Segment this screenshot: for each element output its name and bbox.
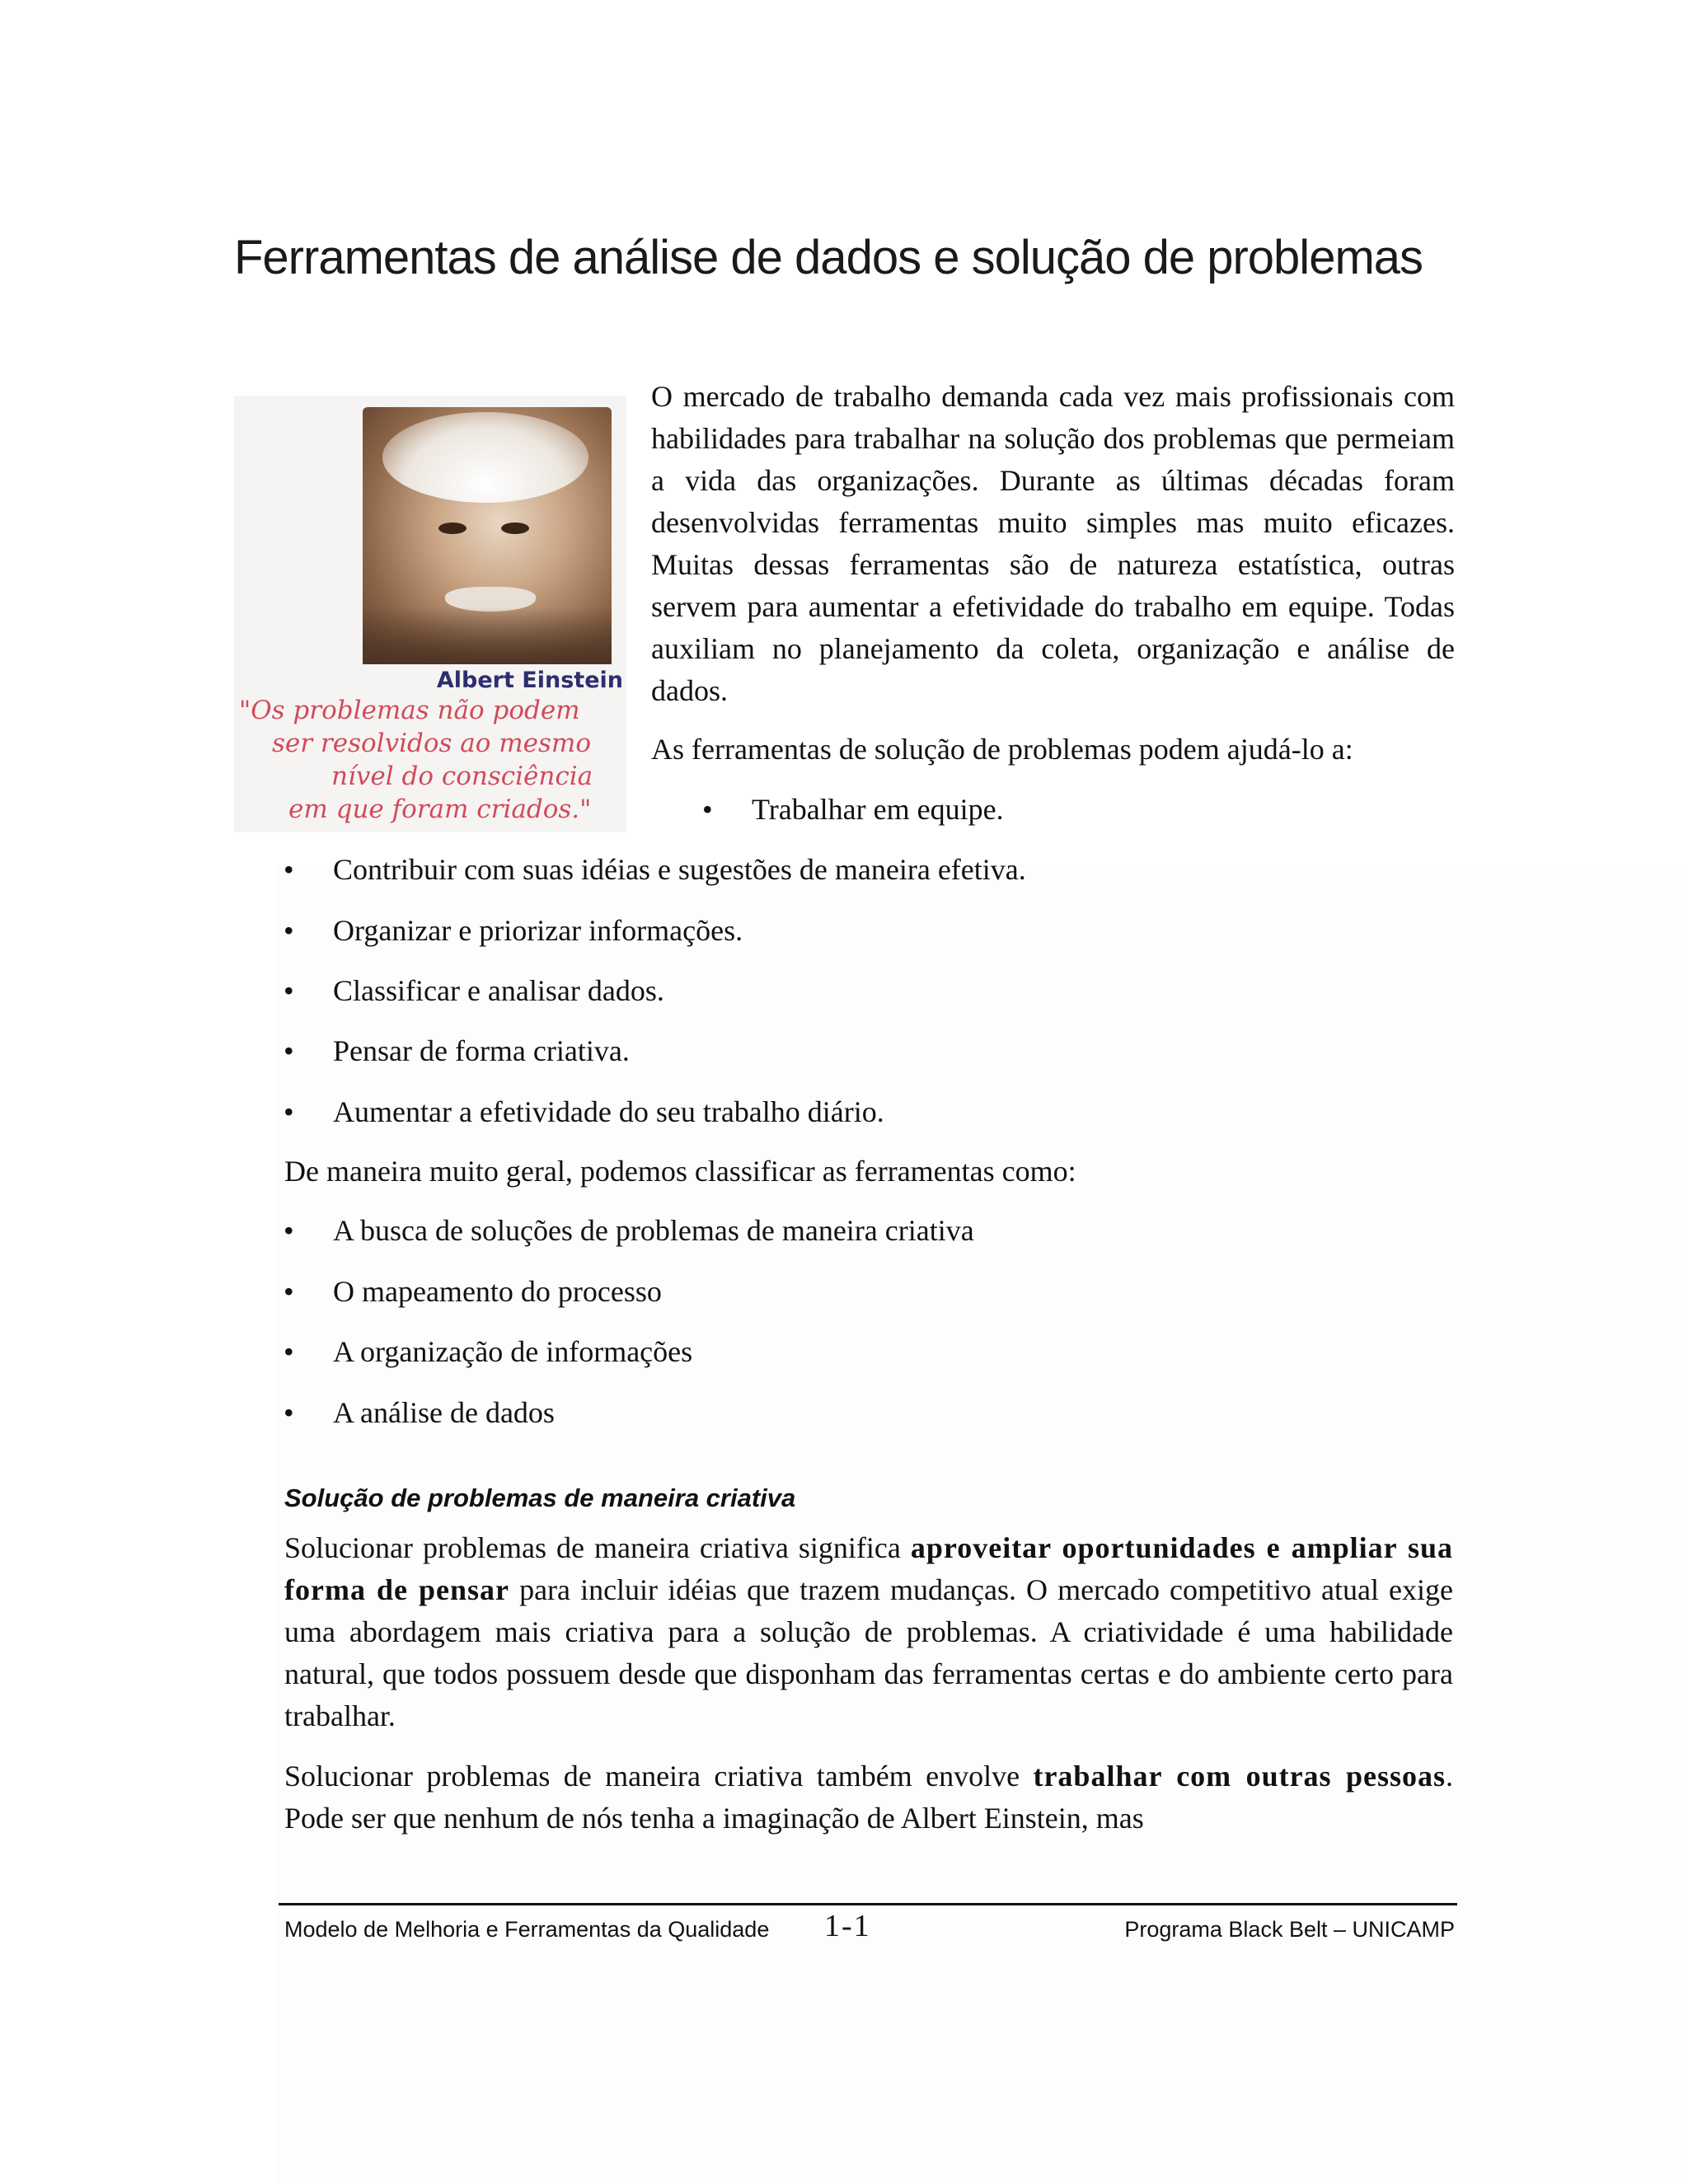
list-item-text: Aumentar a efetividade do seu trabalho diário. bbox=[333, 1095, 884, 1128]
bullet-icon: • bbox=[284, 853, 294, 886]
quote-line: em que foram criados." bbox=[288, 794, 592, 824]
classify-intro: De maneira muito geral, podemos classificar as ferramentas como: bbox=[284, 1155, 1076, 1188]
list-item-text: Classificar e analisar dados. bbox=[333, 974, 664, 1007]
bullet-icon: • bbox=[284, 974, 294, 1007]
footer-right-text: Programa Black Belt – UNICAMP bbox=[1124, 1917, 1455, 1942]
einstein-figure bbox=[234, 396, 626, 832]
page-title: Ferramentas de análise de dados e solução de problemas bbox=[234, 231, 1423, 284]
bullet-icon: • bbox=[284, 1396, 294, 1429]
bullet-icon: • bbox=[284, 1095, 294, 1128]
list-item-text: Contribuir com suas idéias e sugestões de maneira efetiva. bbox=[333, 853, 1026, 886]
paragraph-text: Solucionar problemas de maneira criativa significa bbox=[284, 1531, 911, 1564]
bullet-icon: • bbox=[284, 1214, 294, 1247]
quote-line: ser resolvidos ao mesmo bbox=[272, 729, 591, 758]
section-paragraph-1 bbox=[284, 1527, 1453, 1737]
intro-paragraph: O mercado de trabalho demanda cada vez mais profissionais com habilidades para trabalhar na solução dos problemas que permeiam a vida das organizações. Durante as últimas décadas foram desenvolvidas ferramentas muito simples mas muito eficazes. Muitas dessas ferramentas são de natureza estatística, outras servem para aumentar a efetividade do trabalho em equipe. Todas auxiliam no planejamento da coleta, organização e análise de dados. bbox=[651, 380, 1455, 707]
list-item-text: A organização de informações bbox=[333, 1335, 693, 1368]
einstein-portrait bbox=[363, 407, 612, 664]
footer-left-text: Modelo de Melhoria e Ferramentas da Qualidade bbox=[284, 1917, 770, 1942]
page-number: 1-1 bbox=[824, 1909, 871, 1943]
list-item-text: Pensar de forma criativa. bbox=[333, 1034, 630, 1067]
paragraph-text: . Pode ser que nenhum de nós tenha a imaginação de Albert Einstein, mas bbox=[284, 1760, 1453, 1835]
bullet-icon: • bbox=[284, 1335, 294, 1368]
paragraph-bold-text: aproveitar oportunidades e ampliar sua forma de pensar bbox=[284, 1531, 1454, 1606]
figure-caption-name: Albert Einstein bbox=[436, 668, 623, 693]
list-item-text: A análise de dados bbox=[333, 1396, 555, 1429]
list-item-text: Trabalhar em equipe. bbox=[752, 793, 1004, 826]
bullet-icon: • bbox=[284, 1034, 294, 1067]
list-item-text: A busca de soluções de problemas de maneira criativa bbox=[333, 1214, 974, 1247]
figure-quote bbox=[239, 694, 626, 826]
bullet-icon: • bbox=[702, 793, 713, 826]
bullet-icon: • bbox=[284, 1275, 294, 1308]
help-intro: As ferramentas de solução de problemas podem ajudá-lo a: bbox=[651, 733, 1353, 766]
list-item-text: O mapeamento do processo bbox=[333, 1275, 662, 1308]
quote-line: nível do consciência bbox=[331, 762, 593, 791]
section-heading: Solução de problemas de maneira criativa bbox=[284, 1483, 796, 1512]
paragraph-text: para incluir idéias que trazem mudanças. O mercado competitivo atual exige uma abordagem mais criativa para a solução de problemas. A criatividade é uma habilidade natural, que todos possuem desde que disponham das ferramentas certas e do ambiente certo para trabalhar. bbox=[284, 1573, 1453, 1732]
section-paragraph-2 bbox=[284, 1755, 1453, 1840]
list-item-text: Organizar e priorizar informações. bbox=[333, 914, 743, 947]
quote-line: "Os problemas não podem bbox=[239, 696, 580, 725]
bullet-icon: • bbox=[284, 914, 294, 947]
footer-divider bbox=[279, 1903, 1457, 1905]
paragraph-bold-text: trabalhar com outras pessoas bbox=[1033, 1760, 1446, 1793]
paragraph-text: Solucionar problemas de maneira criativa também envolve bbox=[284, 1760, 1034, 1793]
